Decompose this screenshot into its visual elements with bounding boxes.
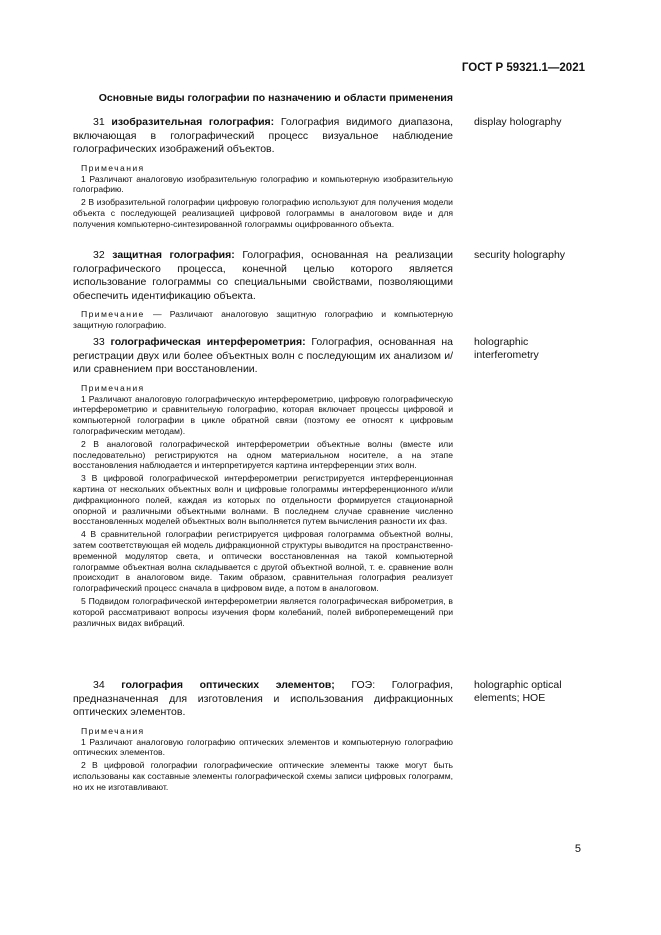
note: 3 В цифровой голографической интерферометрии регистрируется интерференционная картина от нескольких объектных волн и цифровые голограммы интерференционного и/или дифракционного полей, каждая из которых по отдельности формируется стационарной опорной и различными объектными волнами. В последнем случае сравнение численно восстановленных моделей объектных волн выполняется путем вычисления разности их фаз. bbox=[73, 473, 453, 527]
note: 2 В изобразительной голографии цифровую голографию используют для получения модели объекта с последующей реализацией цифровой голограммы в аналоговом виде и для получения компьютерно-синтезированной голограммы оцифрованного объекта. bbox=[73, 197, 453, 229]
note: 2 В цифровой голографии голографические оптические элементы также могут быть использованы как составные элементы голографической схемы записи цифровых голограмм, но их не изготавливают. bbox=[73, 760, 453, 792]
notes-block bbox=[73, 383, 453, 629]
note: 4 В сравнительной голографии регистрируется цифровая голограмма объектной волны, затем соответствующая ей модель дифракционной структуры выводится на пространственно-временной модулятор света, и оптически восстановленная на такой компьютерной голограмме объектная волна складывается с другой объектной волной, т. е. сравнение волн происходит в аналоговом виде. Таким образом, сравнительная голография реализует голографический процесс сначала в цифровом виде, а потом в аналоговом. bbox=[73, 529, 453, 594]
term-definition: 31 изобразительная голография: Голография видимого диапазона, включающая в голографический процесс визуальное наблюдение голографических изображений объектов. bbox=[73, 116, 453, 156]
note: Примечание — Различают аналоговую защитную голографию и компьютерную защитную голографию. bbox=[73, 309, 453, 331]
notes-block bbox=[73, 309, 453, 331]
note: 1 Различают аналоговую изобразительную голографию и компьютерную изобразительную голографию. bbox=[73, 173, 453, 195]
term-entry-34 bbox=[73, 679, 453, 795]
term-entry-32 bbox=[73, 249, 453, 333]
english-term-31: display holography bbox=[474, 116, 562, 128]
term-definition: 34 голография оптических элементов; ГОЭ: Голография, предназначенная для изготовления и использования дифракционных оптических элементов. bbox=[73, 679, 454, 719]
term-definition: 33 голографическая интерферометрия: Голография, основанная на регистрации двух или более объектных волн с последующим их анализом и/или сравнением при восстановлении. bbox=[73, 336, 453, 376]
section-title: Основные виды голографии по назначению и области применения bbox=[98, 92, 453, 104]
term-entry-31 bbox=[73, 116, 453, 232]
notes-block bbox=[73, 726, 453, 793]
notes-heading: Примечания bbox=[81, 162, 145, 173]
english-term-32: security holography bbox=[474, 249, 566, 261]
notes-heading: Примечания bbox=[81, 725, 145, 736]
term-definition: 32 защитная голография: Голография, основанная на реализации голографического процесса, конечной целью которого является использование голограммы со специальными свойствами, позволяющими обеспечить идентификацию объекта. bbox=[73, 249, 454, 302]
english-term-34: holographic optical elements; HOE bbox=[474, 679, 562, 704]
notes-block bbox=[73, 163, 453, 230]
term-name: изобразительная голография: bbox=[111, 116, 275, 128]
document-id: ГОСТ Р 59321.1—2021 bbox=[461, 62, 585, 74]
note: 2 В аналоговой голографической интерферометрии объектные волны (вместе или последовательно) регистрируются на одном материальном носителе, а на этапе восстановления наблюдается и интерпретируется картина интерференции этих волн. bbox=[73, 438, 453, 471]
term-name: защитная голография: bbox=[112, 249, 235, 261]
note: 5 Подвидом голографической интерферометрии является голографическая виброметрия, в которой рассматривают вопросы изучения форм колебаний, полей виброперемещений при различных видах вибраций. bbox=[73, 595, 453, 628]
notes-heading: Примечания bbox=[81, 382, 145, 393]
english-term-33: holographic interferometry bbox=[474, 336, 539, 361]
page-number: 5 bbox=[574, 843, 581, 855]
term-name: голография оптических элементов; bbox=[121, 679, 335, 691]
term-entry-33 bbox=[73, 336, 453, 630]
note: 1 Различают аналоговую голографическую интерферометрию, цифровую голографическую интерферометрию и сравнительную голографию, которая включает процессы цифровой и компьютерной голографии в цикле обратной связи (поэтому ее относят к цифровым голографическим методам). bbox=[73, 393, 453, 436]
note: 1 Различают аналоговую голографию оптических элементов и компьютерную голографию оптических элементов. bbox=[73, 736, 453, 758]
term-name: голографическая интерферометрия: bbox=[110, 336, 306, 348]
